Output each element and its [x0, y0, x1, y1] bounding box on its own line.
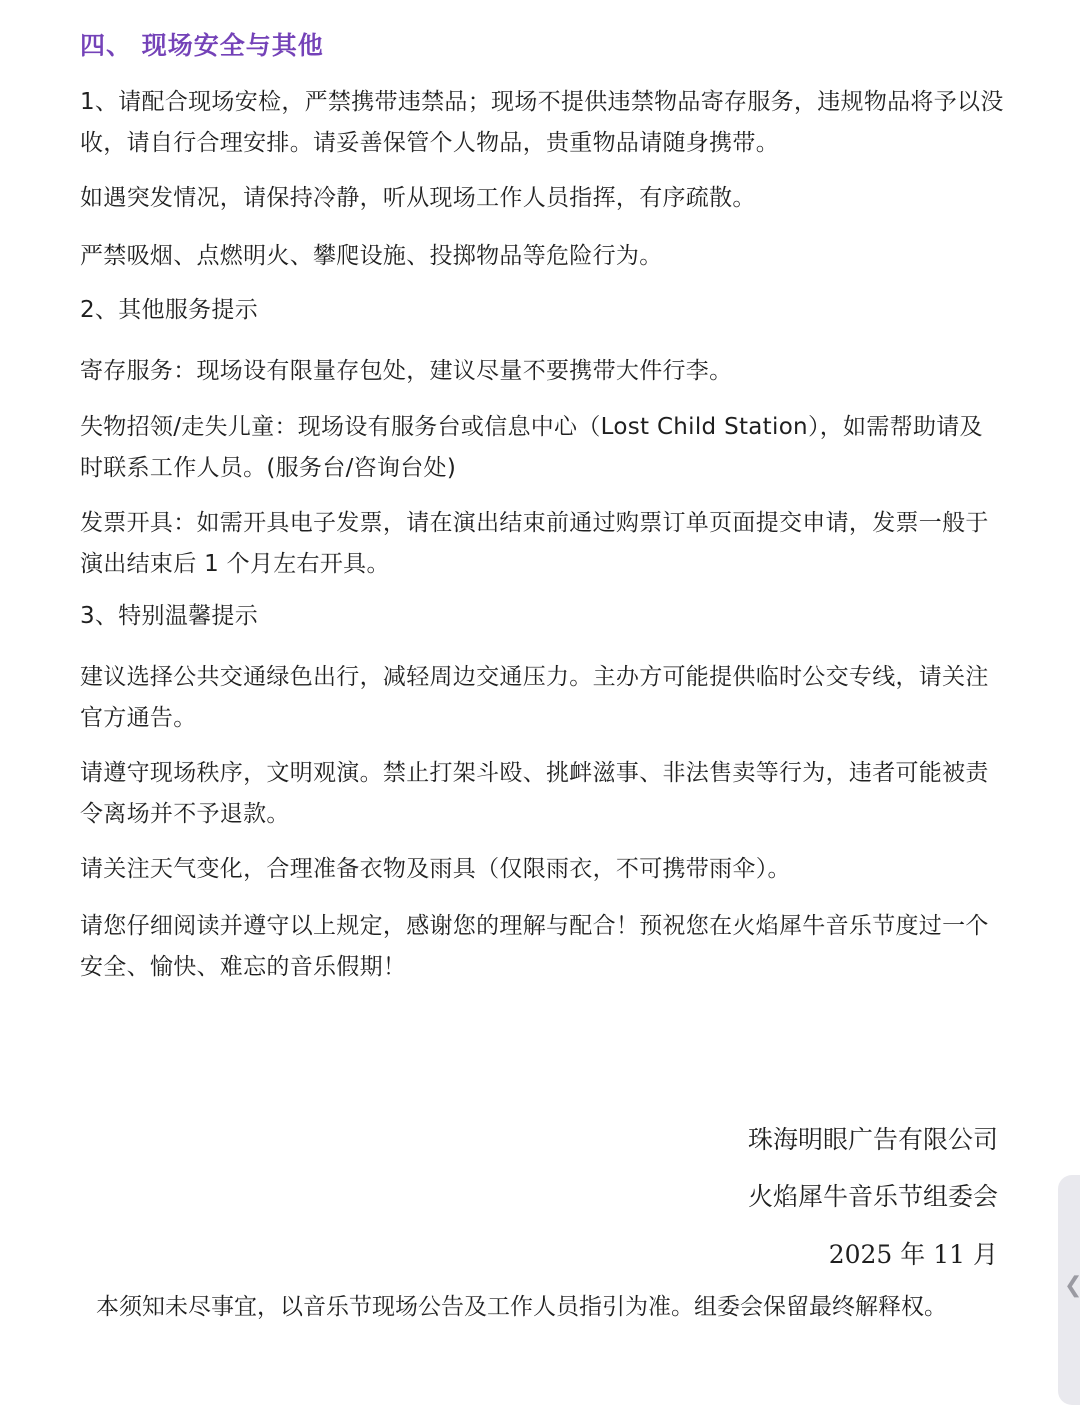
paragraph-invoice: 发票开具：如需开具电子发票，请在演出结束前通过购票订单页面提交申请，发票一般于演出结束后 1 个月左右开具。: [80, 510, 989, 577]
chevron-left-icon: ❮: [1064, 1273, 1082, 1298]
footnote: 本须知未尽事宜，以音乐节现场公告及工作人员指引为准。组委会保留最终解释权。: [96, 1294, 947, 1320]
paragraph-prohibited-behavior: 严禁吸烟、点燃明火、攀爬设施、投掷物品等危险行为。: [80, 243, 663, 269]
signature-company: 珠海明眼广告有限公司: [747, 1125, 998, 1154]
signature-committee: 火焰犀牛音乐节组委会: [747, 1182, 998, 1211]
subheading-other-services: 2、其他服务提示: [80, 297, 259, 323]
section-heading: 四、 现场安全与其他: [80, 31, 324, 60]
paragraph-weather: 请关注天气变化，合理准备衣物及雨具（仅限雨衣，不可携带雨伞）。: [80, 856, 791, 882]
subheading-special-tips: 3、特别温馨提示: [80, 603, 259, 629]
paragraph-order-rules: 请遵守现场秩序，文明观演。禁止打架斗殴、挑衅滋事、非法售卖等行为，违者可能被责令离场并不予退款。: [80, 760, 989, 827]
paragraph-security-check: 1、请配合现场安检，严禁携带违禁品；现场不提供违禁物品寄存服务，违规物品将予以没收，请自行合理安排。请妥善保管个人物品，贵重物品请随身携带。: [80, 89, 1004, 156]
paragraph-storage-service: 寄存服务：现场设有限量存包处，建议尽量不要携带大件行李。: [80, 358, 733, 384]
paragraph-lost-and-found: 失物招领/走失儿童：现场设有服务台或信息中心（Lost Child Station），如需帮助请及时联系工作人员。(服务台/咨询台处): [80, 414, 983, 481]
paragraph-public-transport: 建议选择公共交通绿色出行，减轻周边交通压力。主办方可能提供临时公交专线，请关注官方通告。: [80, 664, 989, 731]
paragraph-emergency: 如遇突发情况，请保持冷静，听从现场工作人员指挥，有序疏散。: [80, 185, 756, 211]
side-panel-handle[interactable]: [1058, 1175, 1080, 1405]
paragraph-closing: 请您仔细阅读并遵守以上规定，感谢您的理解与配合！预祝您在火焰犀牛音乐节度过一个安全、愉快、难忘的音乐假期！: [80, 913, 989, 980]
signature-date: 2025 年 11 月: [828, 1240, 998, 1269]
